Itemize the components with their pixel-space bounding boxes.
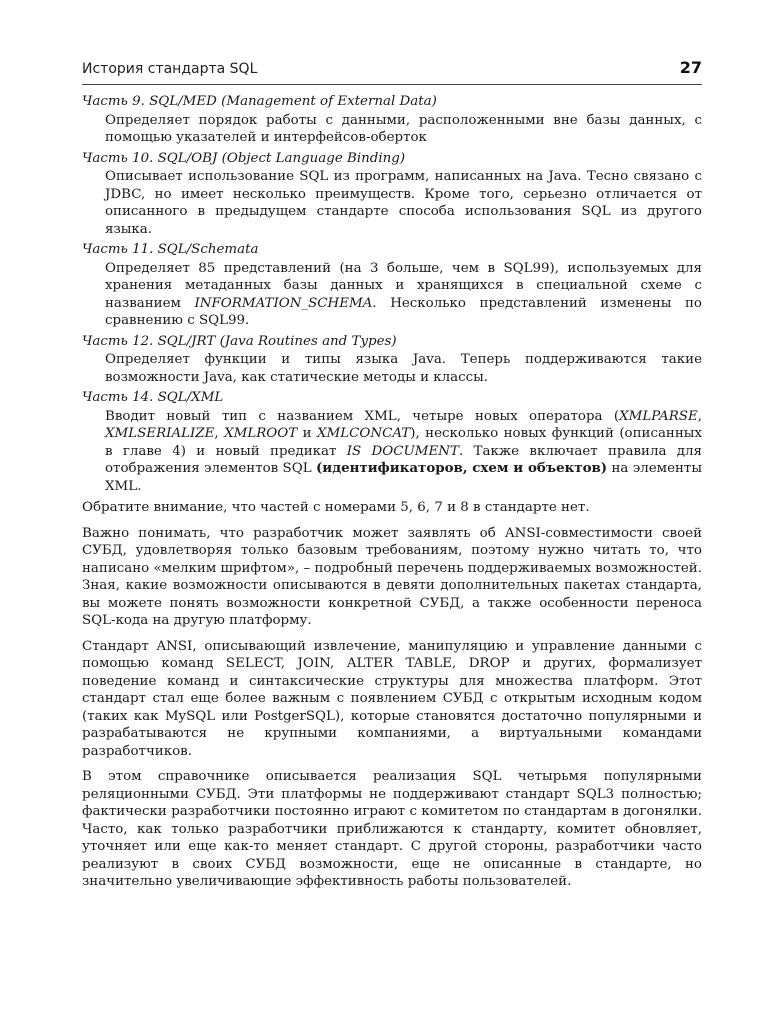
- part-description: [82, 408, 702, 496]
- text-run: на элементы XML.: [105, 461, 702, 494]
- running-header: [82, 58, 702, 85]
- schema-name: INFORMATION_SCHEMA: [194, 295, 373, 311]
- body-paragraph: Стандарт ANSI, описывающий извлечение, манипуляцию и управление данными с помощью команд SELECT, JOIN, ALTER TABLE, DROP и других, формализует поведение команд и синтаксические структуры для множества платформ. Этот стандарт стал еще более важным с появлением СУБД с открытым исходным кодом (таких как MySQL или PostgerSQL), которые становятся достаточно популярными и разрабатываются не крупными компаниями, а виртуальными командами разработчиков.: [82, 638, 702, 759]
- operator-name: XMLCONCAT: [317, 426, 411, 441]
- text-run: Вводит новый тип с названием XML, четыре новых оператора (: [105, 408, 620, 424]
- body-paragraph: В этом справочнике описывается реализация SQL четырьмя популярными реляционными СУБД. Эти платформы не поддерживают стандарт SQL3 полностью; фактически разработчики постоянно играют с комитетом по стандартам в догонялки. Часто, как только разработчики приближаются к стандарту, комитет обновляет, уточняет или еще как-то меняет стандарт. С другой стороны, разработчики часто реализуют в своих СУБД возможности, еще не описанные в стандарте, но значительно увеличивающие эффективность работы пользователей.: [82, 769, 702, 889]
- part-description: Определяет порядок работы с данными, расположенными вне базы данных, с помощью указателей и интерфейсов-оберток: [105, 112, 702, 145]
- text-run: . Также включает правила для отображения элементов SQL: [105, 443, 702, 476]
- predicate-name: IS DOCUMENT: [346, 443, 459, 459]
- part-heading: Часть 14. SQL/XML: [82, 390, 224, 405]
- text-run: . Несколько представлений изменены по сравнению с SQL99.: [105, 295, 702, 328]
- part-heading: Часть 12. SQL/JRT (Java Routines and Types): [82, 333, 397, 349]
- body-paragraph: Важно понимать, что разработчик может заявлять об ANSI-совместимости своей СУБД, удовлетворяя только базовым требованиям, поэтому нужно читать то, что написано «мелким шрифтом», – подробный перечень поддерживаемых возможностей. Зная, какие возможности описываются в девяти дополнительных пакетах стандарта, вы можете понять возможности конкретной СУБД, а также особенности переноса SQL-кода на другую платформу.: [82, 525, 702, 628]
- text-run: Определяет 85 представлений (на 3 больше, чем в SQL99), используемых для хранения метаданных базы данных и хранящихся в специальной схеме с названием: [105, 260, 702, 311]
- page-number: 27: [679, 58, 702, 77]
- part-description: Определяет функции и типы языка Java. Теперь поддерживаются такие возможности Java, как статические методы и классы.: [105, 352, 702, 385]
- operator-name: XMLSERIALIZE: [105, 426, 215, 441]
- operator-name: XMLPARSE: [619, 408, 698, 424]
- part-heading: Часть 11. SQL/Schemata: [82, 242, 259, 257]
- text-run: ), несколько новых функций (описанных в главе 4) и новый предикат: [105, 426, 702, 459]
- chapter-title: История стандарта SQL: [82, 61, 258, 77]
- bold-phrase: (идентификаторов, схем и объектов): [315, 460, 608, 476]
- text-run: и: [297, 426, 318, 441]
- part-heading: Часть 9. SQL/MED (Management of External Data): [82, 94, 437, 109]
- part-description: Описывает использование SQL из программ, написанных на Java. Тесно связано с JDBC, но имеет несколько преимуществ. Кроме того, серьезно отличается от описанного в предыдущем стандарте способа использования SQL из другого языка.: [105, 169, 702, 237]
- part-heading: Часть 10. SQL/OBJ (Object Language Binding): [82, 150, 406, 166]
- text-run: ,: [697, 408, 702, 424]
- page-content: [82, 93, 702, 891]
- part-description: [82, 260, 702, 330]
- text-run: ,: [214, 426, 225, 441]
- body-paragraph: Обратите внимание, что частей с номерами 5, 6, 7 и 8 в стандарте нет.: [82, 500, 590, 515]
- operator-name: XMLROOT: [224, 426, 298, 441]
- book-page: [82, 58, 702, 899]
